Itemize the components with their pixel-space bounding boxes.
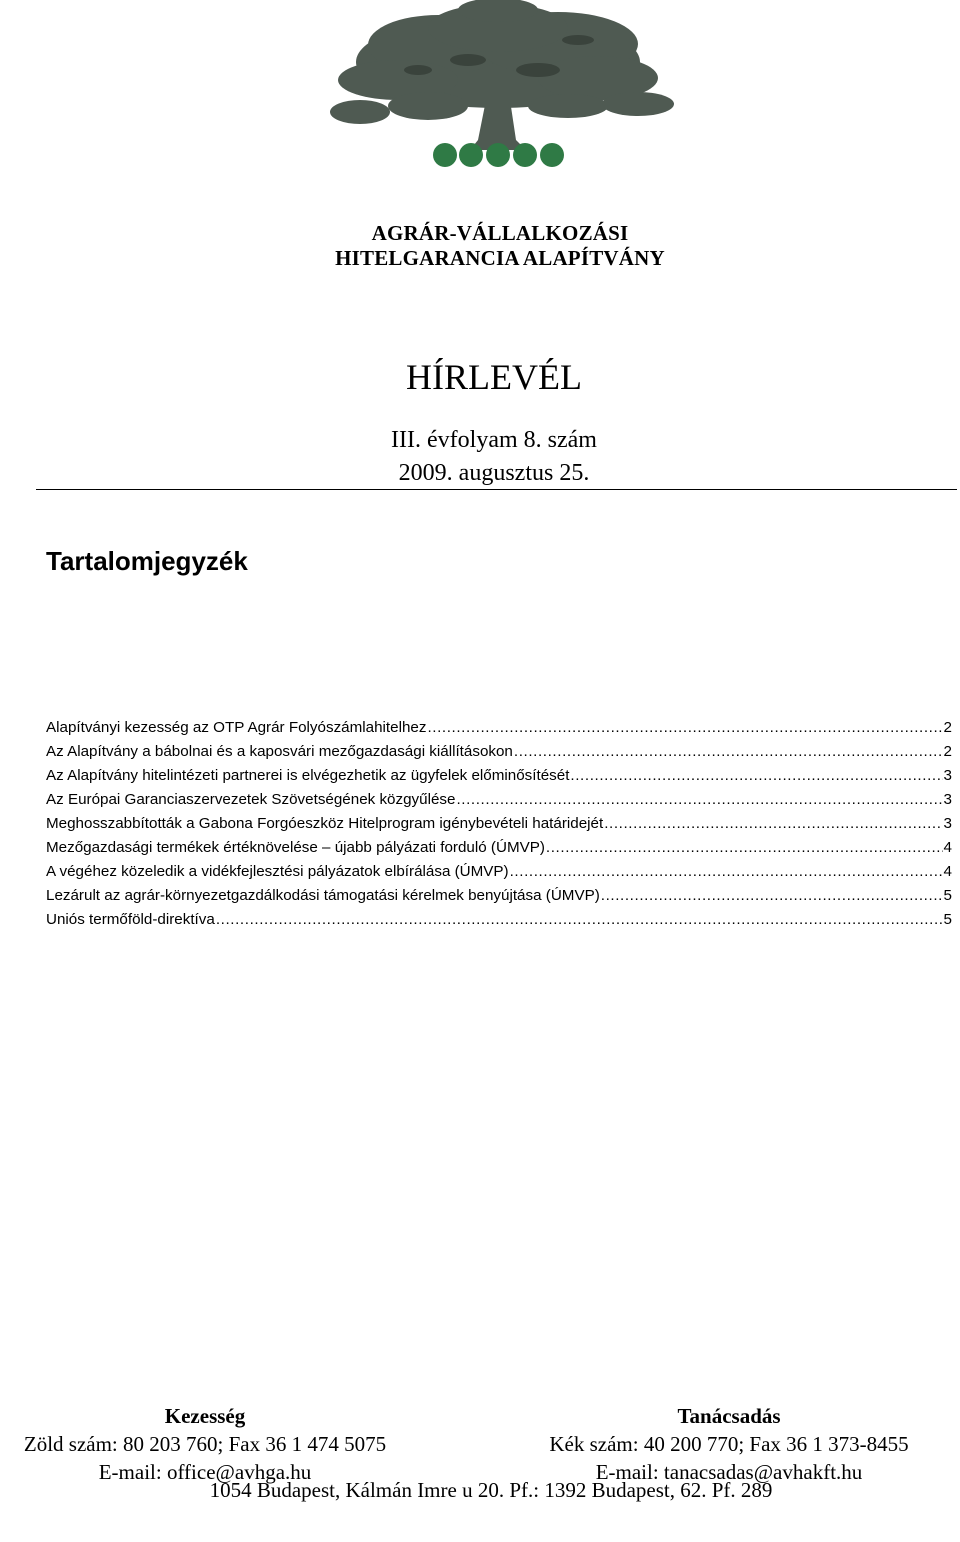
toc-entry-page: 4 <box>943 839 952 856</box>
table-of-contents <box>46 716 952 932</box>
toc-leader-dots <box>601 884 943 908</box>
footer-left-email[interactable]: E-mail: office@avhga.hu <box>98 1460 312 1484</box>
toc-leader-dots <box>510 860 943 884</box>
date-line: 2009. augusztus 25. <box>398 460 590 486</box>
toc-entry-title: Uniós termőföld-direktíva <box>46 911 215 928</box>
tree-logo-icon <box>318 0 678 190</box>
toc-leader-dots <box>570 764 942 788</box>
toc-entry-page: 2 <box>943 719 952 736</box>
newsletter-title: HÍRLEVÉL <box>406 357 582 397</box>
footer-right-phone: Kék szám: 40 200 770; Fax 36 1 373-8455 <box>549 1432 909 1456</box>
toc-leader-dots <box>514 740 943 764</box>
header-divider <box>36 489 957 490</box>
toc-entry-title: Lezárult az agrár-környezetgazdálkodási támogatási kérelmek benyújtása (ÚMVP) <box>46 887 600 904</box>
toc-entry-page: 3 <box>943 815 952 832</box>
org-name-line2: HITELGARANCIA ALAPÍTVÁNY <box>335 246 665 270</box>
toc-heading: Tartalomjegyzék <box>46 546 248 576</box>
footer-right-email[interactable]: E-mail: tanacsadas@avhakft.hu <box>595 1460 863 1484</box>
toc-entry[interactable] <box>46 788 952 812</box>
toc-entry[interactable] <box>46 908 952 932</box>
toc-entry-page: 2 <box>943 743 952 760</box>
org-name-line1: AGRÁR-VÁLLALKOZÁSI <box>371 221 629 245</box>
toc-entry-page: 4 <box>943 863 952 880</box>
toc-entry[interactable] <box>46 836 952 860</box>
toc-leader-dots <box>427 716 942 740</box>
toc-entry-title: Meghosszabbították a Gabona Forgóeszköz Hitelprogram igénybevételi határidejét <box>46 815 604 832</box>
toc-entry[interactable] <box>46 884 952 908</box>
toc-entry-page: 5 <box>943 887 952 904</box>
toc-entry-page: 5 <box>943 911 952 928</box>
footer-left-heading: Kezesség <box>164 1404 246 1428</box>
toc-entry-page: 3 <box>943 767 952 784</box>
footer-left-phone: Zöld szám: 80 203 760; Fax 36 1 474 5075 <box>23 1432 387 1456</box>
toc-entry[interactable] <box>46 764 952 788</box>
toc-leader-dots <box>456 788 942 812</box>
toc-entry[interactable] <box>46 716 952 740</box>
toc-entry-title: Alapítványi kezesség az OTP Agrár Folyószámlahitelhez <box>46 719 427 736</box>
toc-leader-dots <box>604 812 942 836</box>
toc-entry-title: Az Európai Garanciaszervezetek Szövetségének közgyűlése <box>46 791 456 808</box>
toc-entry-title: Az Alapítvány a bábolnai és a kaposvári mezőgazdasági kiállításokon <box>46 743 513 760</box>
toc-entry-title: Az Alapítvány hitelintézeti partnerei is elvégezhetik az ügyfelek előminősítését <box>46 767 570 784</box>
footer-right-heading: Tanácsadás <box>677 1404 781 1428</box>
toc-entry[interactable] <box>46 860 952 884</box>
toc-entry-page: 3 <box>943 791 952 808</box>
toc-entry[interactable] <box>46 740 952 764</box>
toc-entry[interactable] <box>46 812 952 836</box>
toc-leader-dots <box>546 836 943 860</box>
toc-entry-title: Mezőgazdasági termékek értéknövelése – újabb pályázati forduló (ÚMVP) <box>46 839 545 856</box>
footer-address: 1054 Budapest, Kálmán Imre u 20. Pf.: 1392 Budapest, 62. Pf. 289 <box>209 1478 773 1502</box>
issue-line: III. évfolyam 8. szám <box>391 427 597 453</box>
toc-entry-title: A végéhez közeledik a vidékfejlesztési pályázatok elbírálása (ÚMVP) <box>46 863 509 880</box>
toc-leader-dots <box>216 908 943 932</box>
